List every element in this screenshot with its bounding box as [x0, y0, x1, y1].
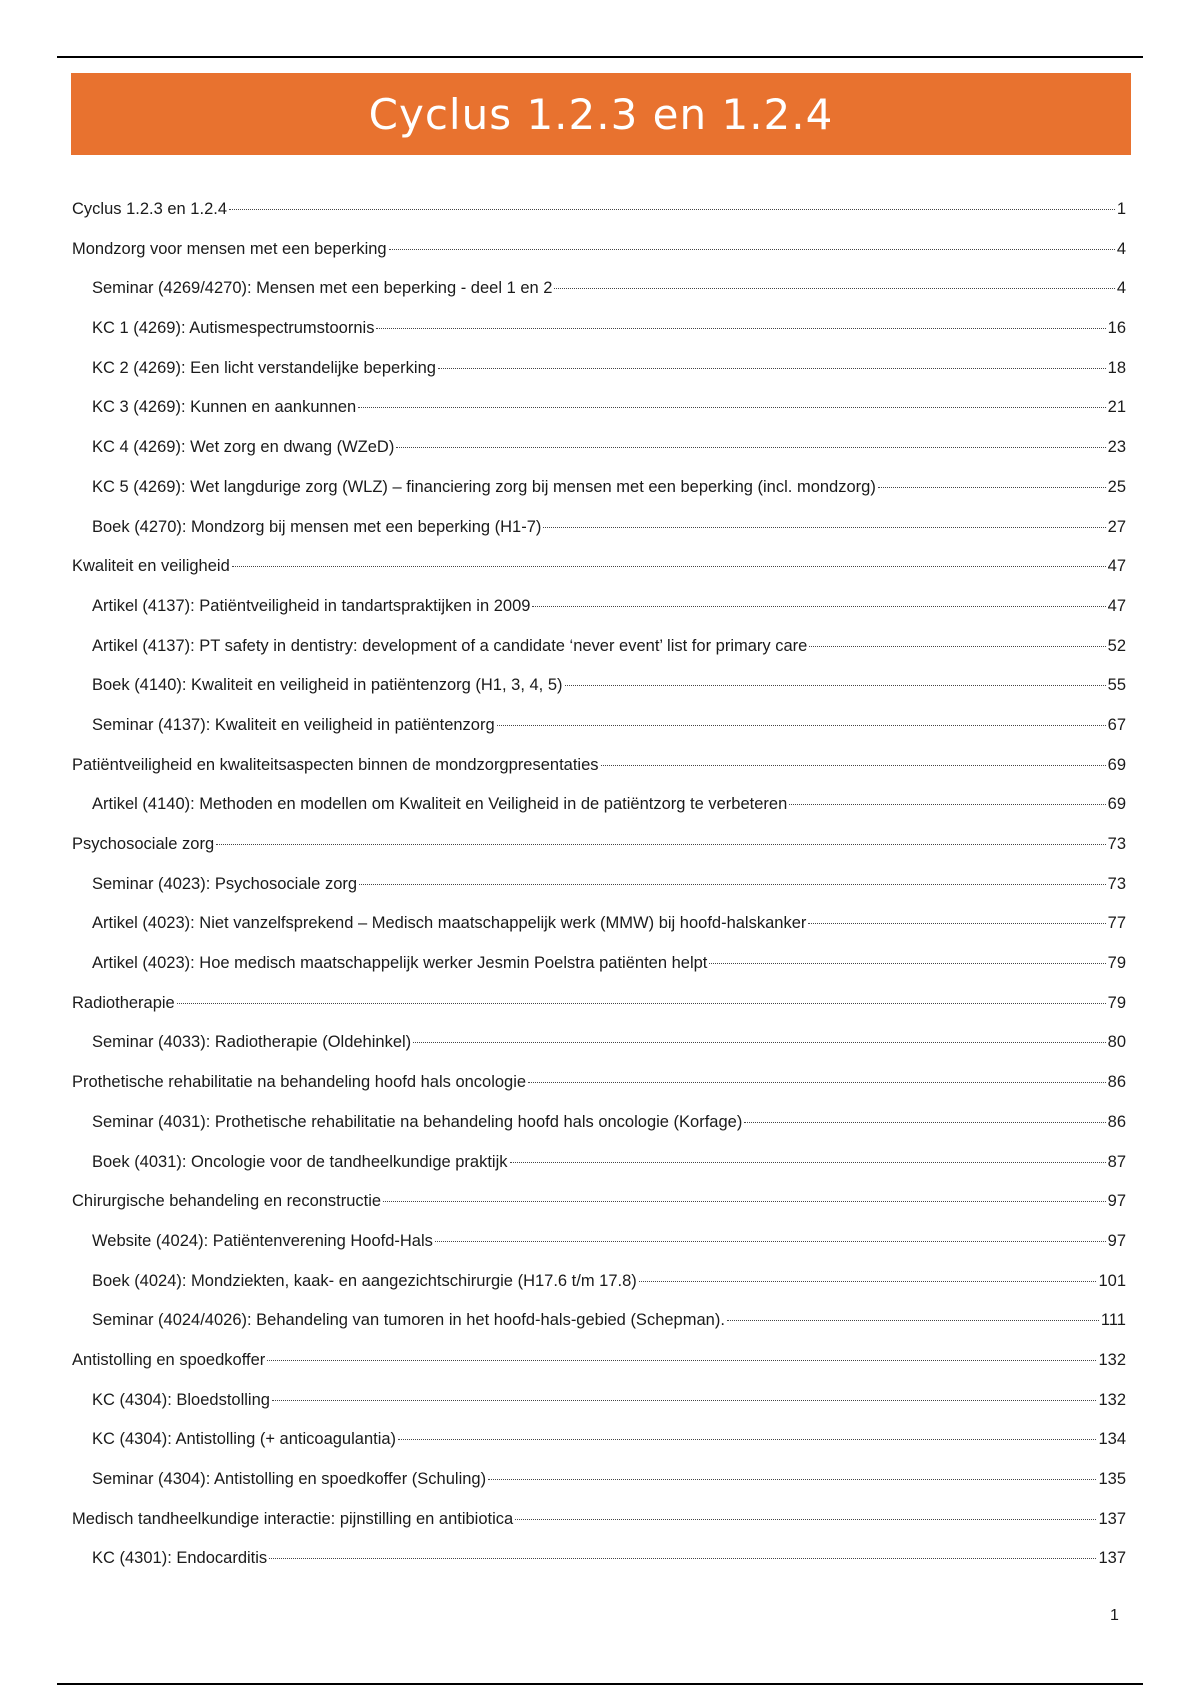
toc-entry-label: Seminar (4304): Antistolling en spoedkoffer (Schuling) — [92, 1470, 487, 1488]
toc-dot-leader — [497, 725, 1106, 726]
toc-entry-label: Medisch tandheelkundige interactie: pijnstilling en antibiotica — [72, 1509, 514, 1528]
toc-entry[interactable] — [72, 359, 1126, 399]
toc-entry-page: 97 — [1107, 1192, 1126, 1211]
toc-entry[interactable] — [72, 200, 1126, 240]
bottom-rule — [57, 1683, 1143, 1685]
toc-entry-label: KC 2 (4269): Een licht verstandelijke beperking — [92, 358, 436, 377]
toc-entry[interactable] — [72, 914, 1126, 954]
toc-entry-page: 55 — [1107, 676, 1126, 695]
toc-entry-page: 86 — [1107, 1112, 1126, 1131]
toc-dot-leader — [709, 963, 1105, 964]
toc-entry[interactable] — [72, 1232, 1126, 1272]
toc-dot-leader — [727, 1320, 1099, 1321]
toc-entry-label: Seminar (4269/4270): Mensen met een beperking - deel 1 en 2 — [92, 279, 553, 298]
toc-dot-leader — [532, 606, 1105, 607]
toc-dot-leader — [389, 249, 1115, 250]
toc-dot-leader — [438, 368, 1106, 369]
toc-entry-page: 21 — [1107, 398, 1126, 417]
document-title: Cyclus 1.2.3 en 1.2.4 — [368, 89, 834, 139]
toc-entry-page: 77 — [1107, 914, 1126, 933]
toc-entry-page: 73 — [1107, 835, 1126, 853]
toc-entry-label: Radiotherapie — [72, 993, 175, 1012]
toc-entry[interactable] — [72, 756, 1126, 796]
toc-entry-page: 23 — [1107, 438, 1126, 457]
toc-dot-leader — [232, 566, 1106, 567]
toc-entry[interactable] — [72, 954, 1126, 994]
toc-entry-page: 86 — [1107, 1073, 1126, 1092]
toc-entry-label: Antistolling en spoedkoffer — [72, 1350, 266, 1369]
toc-entry-page: 27 — [1107, 517, 1126, 536]
toc-dot-leader — [376, 328, 1105, 329]
toc-entry-page: 47 — [1107, 596, 1126, 615]
toc-entry-page: 25 — [1107, 477, 1126, 496]
toc-entry-page: 101 — [1098, 1271, 1126, 1290]
toc-dot-leader — [488, 1479, 1096, 1480]
toc-entry-page: 111 — [1100, 1311, 1126, 1330]
toc-entry-page: 87 — [1107, 1152, 1126, 1171]
toc-entry-label: Website (4024): Patiëntenverening Hoofd-Hals — [92, 1231, 433, 1250]
toc-entry[interactable] — [72, 478, 1126, 518]
toc-entry[interactable] — [72, 279, 1126, 319]
toc-dot-leader — [229, 209, 1115, 210]
toc-entry-label: Patiëntveiligheid en kwaliteitsaspecten binnen de mondzorgpresentaties — [72, 755, 599, 774]
toc-entry-label: Prothetische rehabilitatie na behandeling hoofd hals oncologie — [72, 1073, 527, 1092]
toc-entry-label: Artikel (4137): PT safety in dentistry: development of a candidate ‘never event’ list for primary care — [92, 636, 808, 655]
toc-entry-label: Artikel (4023): Hoe medisch maatschappelijk werker Jesmin Poelstra patiënten helpt — [92, 954, 708, 973]
toc-entry[interactable] — [72, 1272, 1126, 1312]
toc-entry[interactable] — [72, 676, 1126, 716]
toc-dot-leader — [515, 1519, 1096, 1520]
toc-entry-page: 69 — [1107, 755, 1126, 774]
toc-entry-label: Seminar (4023): Psychosociale zorg — [92, 874, 358, 893]
toc-dot-leader — [878, 487, 1106, 488]
toc-entry[interactable] — [72, 557, 1126, 597]
title-banner — [71, 73, 1131, 155]
toc-entry-label: KC (4304): Antistolling (+ anticoagulantia) — [92, 1430, 397, 1449]
toc-entry[interactable] — [72, 1033, 1126, 1073]
toc-entry-page: 135 — [1098, 1470, 1126, 1488]
toc-entry[interactable] — [72, 994, 1126, 1034]
toc-entry-label: Cyclus 1.2.3 en 1.2.4 — [72, 200, 228, 218]
toc-dot-leader — [639, 1281, 1097, 1282]
top-rule — [57, 56, 1143, 58]
toc-entry-page: 69 — [1107, 795, 1126, 814]
toc-entry-label: Seminar (4137): Kwaliteit en veiligheid in patiëntenzorg — [92, 715, 495, 734]
toc-entry-page: 79 — [1107, 954, 1126, 973]
toc-entry-page: 47 — [1107, 557, 1126, 576]
toc-entry-label: Seminar (4024/4026): Behandeling van tumoren in het hoofd-hals-gebied (Schepman). — [92, 1311, 725, 1330]
toc-entry[interactable] — [72, 1073, 1126, 1113]
toc-entry-label: Kwaliteit en veiligheid — [72, 557, 230, 576]
toc-dot-leader — [383, 1201, 1106, 1202]
toc-entry-label: KC (4304): Bloedstolling — [92, 1390, 270, 1409]
page-number: 1 — [1110, 1607, 1119, 1624]
toc-entry-page: 1 — [1116, 200, 1126, 218]
toc-dot-leader — [543, 527, 1105, 528]
toc-dot-leader — [358, 407, 1105, 408]
toc-entry-label: Boek (4270): Mondzorg bij mensen met een beperking (H1-7) — [92, 517, 542, 536]
toc-entry[interactable] — [72, 1113, 1126, 1153]
toc-entry[interactable] — [72, 1510, 1126, 1550]
toc-dot-leader — [398, 1439, 1096, 1440]
toc-dot-leader — [554, 288, 1114, 289]
toc-dot-leader — [510, 1162, 1106, 1163]
toc-entry[interactable] — [72, 319, 1126, 359]
toc-entry-page: 4 — [1116, 239, 1126, 258]
toc-entry[interactable] — [72, 1192, 1126, 1232]
toc-entry[interactable] — [72, 1430, 1126, 1470]
toc-entry[interactable] — [72, 795, 1126, 835]
toc-entry-label: Seminar (4033): Radiotherapie (Oldehinkel) — [92, 1033, 412, 1052]
toc-entry[interactable] — [72, 1153, 1126, 1193]
toc-dot-leader — [177, 1003, 1106, 1004]
toc-entry-label: Chirurgische behandeling en reconstructie — [72, 1192, 382, 1211]
toc-entry[interactable] — [72, 240, 1126, 280]
toc-dot-leader — [789, 804, 1105, 805]
toc-dot-leader — [601, 765, 1106, 766]
toc-entry-label: KC 3 (4269): Kunnen en aankunnen — [92, 398, 357, 417]
toc-entry[interactable] — [72, 518, 1126, 558]
toc-entry[interactable] — [72, 1470, 1126, 1510]
toc-entry[interactable] — [72, 716, 1126, 756]
toc-entry-page: 132 — [1098, 1350, 1126, 1369]
toc-entry-page: 18 — [1107, 358, 1126, 377]
toc-entry-label: Artikel (4137): Patiëntveiligheid in tandartspraktijken in 2009 — [92, 596, 531, 615]
toc-entry-page: 80 — [1107, 1033, 1126, 1052]
toc-entry-label: Psychosociale zorg — [72, 835, 215, 853]
toc-entry-label: KC 4 (4269): Wet zorg en dwang (WZeD) — [92, 438, 395, 457]
toc-entry[interactable] — [72, 438, 1126, 478]
toc-entry-page: 137 — [1098, 1549, 1126, 1568]
toc-entry-page: 73 — [1107, 874, 1126, 893]
toc-dot-leader — [565, 685, 1106, 686]
toc-entry-page: 16 — [1107, 319, 1126, 338]
table-of-contents — [72, 200, 1126, 1589]
toc-dot-leader — [396, 447, 1105, 448]
toc-entry-label: Boek (4024): Mondziekten, kaak- en aangezichtschirurgie (H17.6 t/m 17.8) — [92, 1271, 637, 1290]
toc-entry-label: KC 1 (4269): Autismespectrumstoornis — [92, 319, 375, 338]
toc-dot-leader — [413, 1042, 1105, 1043]
toc-entry-label: Artikel (4023): Niet vanzelfsprekend – Medisch maatschappelijk werk (MMW) bij hoofd-halskanker — [92, 914, 807, 933]
toc-entry-page: 137 — [1098, 1509, 1126, 1528]
toc-entry[interactable] — [72, 1549, 1126, 1589]
toc-entry-page: 79 — [1107, 993, 1126, 1012]
toc-entry[interactable] — [72, 398, 1126, 438]
toc-entry[interactable] — [72, 875, 1126, 915]
toc-entry[interactable] — [72, 637, 1126, 677]
toc-dot-leader — [809, 646, 1105, 647]
toc-entry-label: Seminar (4031): Prothetische rehabilitatie na behandeling hoofd hals oncologie (Korfage) — [92, 1112, 743, 1131]
toc-entry[interactable] — [72, 1391, 1126, 1431]
toc-entry-page: 97 — [1107, 1231, 1126, 1250]
toc-entry[interactable] — [72, 1351, 1126, 1391]
toc-dot-leader — [272, 1400, 1097, 1401]
toc-entry-label: KC 5 (4269): Wet langdurige zorg (WLZ) – financiering zorg bij mensen met een beperking (incl. mondzorg) — [92, 477, 876, 496]
toc-dot-leader — [216, 844, 1105, 845]
toc-entry-label: Boek (4031): Oncologie voor de tandheelkundige praktijk — [92, 1152, 508, 1171]
toc-entry-page: 52 — [1107, 636, 1126, 655]
toc-dot-leader — [528, 1082, 1106, 1083]
toc-dot-leader — [269, 1558, 1096, 1559]
toc-entry-page: 132 — [1098, 1390, 1126, 1409]
toc-entry-page: 4 — [1116, 279, 1126, 298]
toc-dot-leader — [267, 1360, 1096, 1361]
toc-entry-label: Artikel (4140): Methoden en modellen om Kwaliteit en Veiligheid in de patiëntzorg te verbeteren — [92, 795, 788, 814]
toc-entry-label: Mondzorg voor mensen met een beperking — [72, 239, 387, 258]
toc-entry[interactable] — [72, 1311, 1126, 1351]
toc-dot-leader — [359, 884, 1106, 885]
toc-entry-page: 134 — [1098, 1430, 1126, 1449]
toc-dot-leader — [808, 923, 1105, 924]
toc-dot-leader — [744, 1122, 1105, 1123]
toc-entry-page: 67 — [1107, 715, 1126, 734]
toc-entry-label: Boek (4140): Kwaliteit en veiligheid in patiëntenzorg (H1, 3, 4, 5) — [92, 676, 563, 695]
toc-entry[interactable] — [72, 597, 1126, 637]
toc-entry-label: KC (4301): Endocarditis — [92, 1549, 268, 1568]
toc-dot-leader — [435, 1241, 1106, 1242]
toc-entry[interactable] — [72, 835, 1126, 875]
